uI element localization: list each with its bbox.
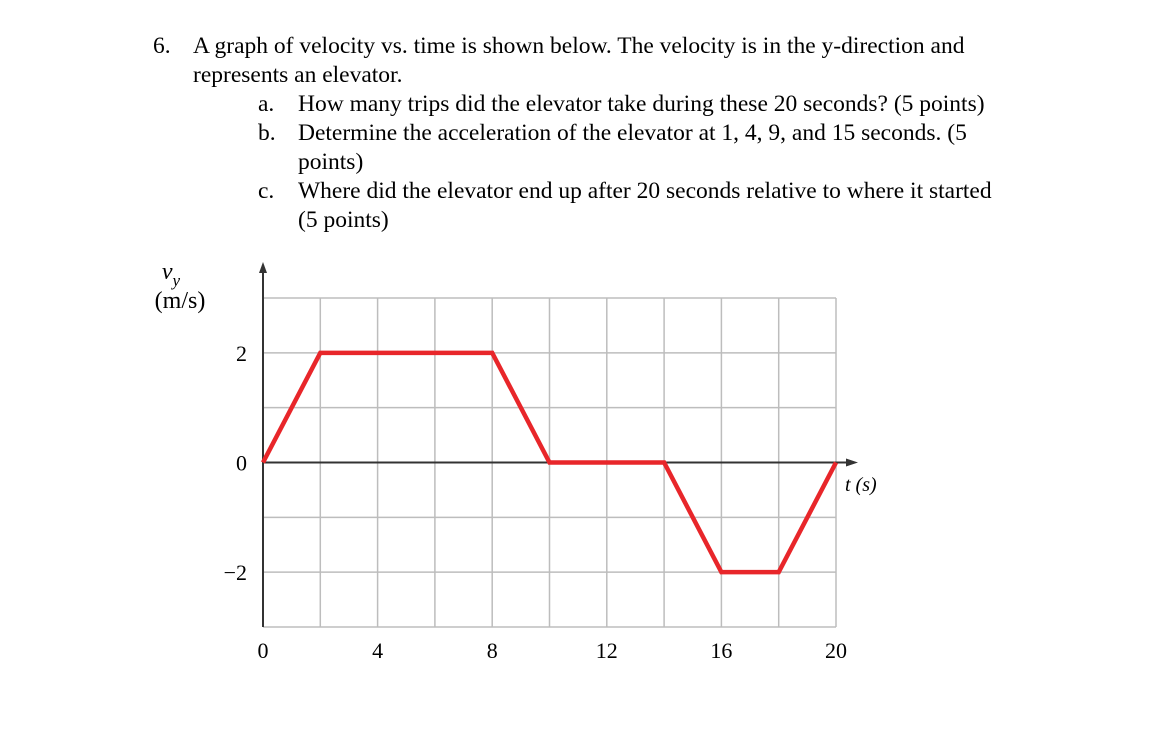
x-tick-label: 8 (486, 638, 498, 663)
y-axis-label-units: (m/s) (154, 288, 206, 314)
y-axis-label-v: v (161, 259, 173, 285)
part-b-letter: b. (258, 120, 276, 146)
part-c-text-line-1: Where did the elevator end up after 20 seconds relative to where it started (298, 178, 992, 204)
part-a-letter: a. (258, 91, 275, 117)
x-tick-label: 16 (710, 638, 733, 663)
x-axis-arrow (846, 459, 858, 467)
x-tick-label: 20 (825, 638, 847, 663)
part-c-letter: c. (258, 178, 275, 204)
x-tick-label: 12 (595, 638, 618, 663)
y-tick-label: 2 (236, 340, 247, 366)
y-tick-label: −2 (223, 560, 247, 586)
part-b-text-line-1: Determine the acceleration of the elevator at 1, 4, 9, and 15 seconds. (5 (298, 120, 967, 146)
x-tick-label: 0 (257, 638, 269, 663)
question-stem-line-2: represents an elevator. (193, 62, 403, 88)
y-axis-arrow (259, 262, 267, 273)
y-axis-label-symbol (162, 259, 181, 290)
y-axis-label-subscript: y (172, 271, 181, 290)
chart-tick-labels (224, 341, 847, 663)
part-a-text: How many trips did the elevator take during these 20 seconds? (5 points) (298, 91, 985, 117)
x-tick-label: 4 (372, 638, 384, 663)
x-axis-label: t (s) (845, 474, 877, 496)
question-stem-line-1: A graph of velocity vs. time is shown below. The velocity is in the y-direction and (193, 33, 965, 59)
part-c-text-line-2: (5 points) (298, 207, 389, 233)
y-tick-label: 0 (236, 450, 247, 476)
question-number: 6. (153, 33, 171, 59)
part-b-text-line-2: points) (298, 149, 364, 175)
